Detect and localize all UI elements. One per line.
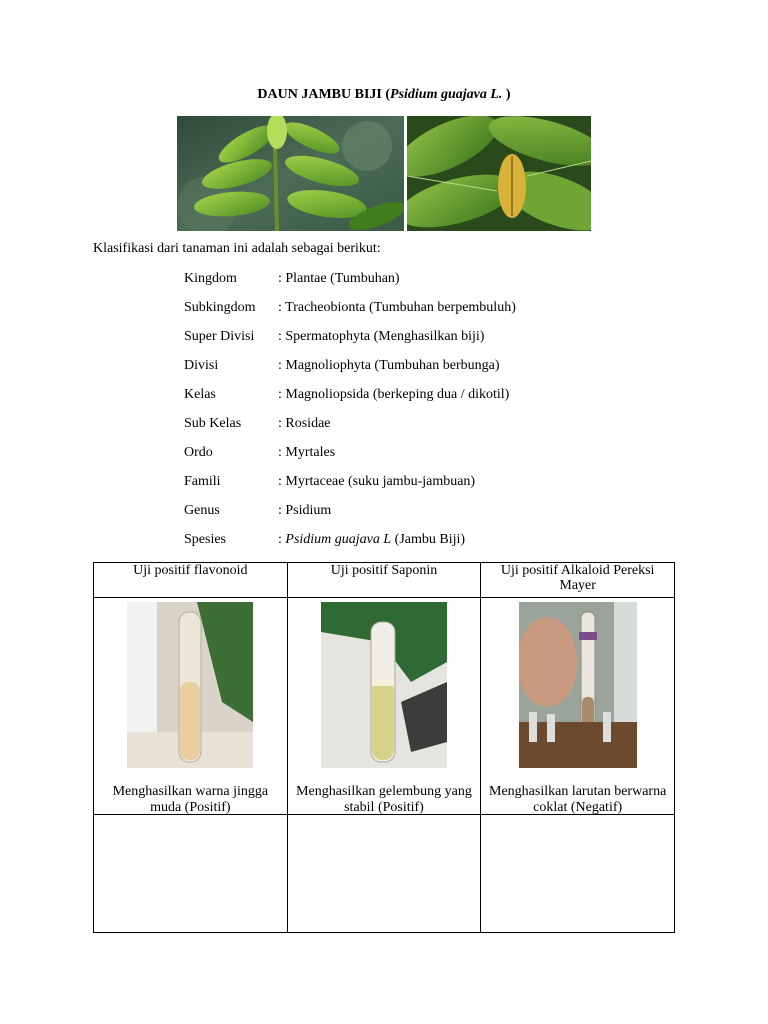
title-close: ) (502, 87, 511, 102)
saponin-test-photo (321, 602, 447, 773)
classification-key: Super Divisi (184, 329, 255, 344)
classification-value: : Psidium (278, 503, 332, 518)
empty-cell (481, 815, 675, 933)
alkaloid-caption: Menghasilkan larutan berwarna coklat (Negatif) (489, 784, 667, 815)
classification-key: Ordo (184, 445, 213, 460)
flavonoid-caption: Menghasilkan warna jingga muda (Positif) (112, 784, 269, 815)
document-title (0, 87, 768, 103)
species-common-name: (Jambu Biji) (391, 532, 466, 547)
classification-key: Spesies (184, 532, 226, 547)
classification-value: : Rosidae (278, 416, 331, 431)
classification-key: Divisi (184, 358, 219, 373)
empty-cell (94, 815, 288, 933)
table-row-empty (94, 815, 675, 933)
classification-value: : Spermatophyta (Menghasilkan biji) (278, 329, 485, 344)
title-text: DAUN JAMBU BIJI ( (257, 87, 391, 102)
title-scientific-name: Psidium guajava L. (390, 87, 503, 102)
table-row (94, 598, 675, 815)
table-header-row (94, 563, 675, 598)
alkaloid-cell (481, 598, 675, 815)
classification-value: : Myrtaceae (suku jambu-jambuan) (278, 474, 476, 489)
classification-value: : Tracheobionta (Tumbuhan berpembuluh) (278, 300, 516, 315)
empty-cell (287, 815, 481, 933)
species-prefix: : (278, 532, 286, 547)
classification-value: : Myrtales (278, 445, 336, 460)
guava-leaves-photo-2 (407, 116, 591, 231)
classification-value: : Plantae (Tumbuhan) (278, 271, 400, 286)
header-flavonoid: Uji positif flavonoid (94, 563, 288, 598)
classification-value: : Magnoliopsida (berkeping dua / dikotil) (278, 387, 510, 402)
classification-intro: Klasifikasi dari tanaman ini adalah sebagai berikut: (93, 241, 381, 256)
classification-key: Kingdom (184, 271, 237, 286)
species-scientific-name: Psidium guajava L (285, 532, 392, 547)
alkaloid-test-photo (519, 602, 637, 773)
classification-key: Kelas (184, 387, 216, 402)
test-results-table (93, 562, 675, 933)
saponin-caption: Menghasilkan gelembung yang stabil (Positif) (296, 784, 472, 815)
saponin-cell (287, 598, 481, 815)
classification-key: Famili (184, 474, 221, 489)
classification-value: : Magnoliophyta (Tumbuhan berbunga) (278, 358, 500, 373)
classification-key: Sub Kelas (184, 416, 242, 431)
flavonoid-cell (94, 598, 288, 815)
guava-leaves-photo-1 (177, 116, 404, 231)
classification-value (278, 532, 465, 548)
flavonoid-test-photo (127, 602, 253, 773)
header-saponin: Uji positif Saponin (287, 563, 481, 598)
header-alkaloid: Uji positif Alkaloid Pereksi Mayer (481, 563, 675, 598)
classification-key: Genus (184, 503, 220, 518)
classification-key: Subkingdom (184, 300, 256, 315)
